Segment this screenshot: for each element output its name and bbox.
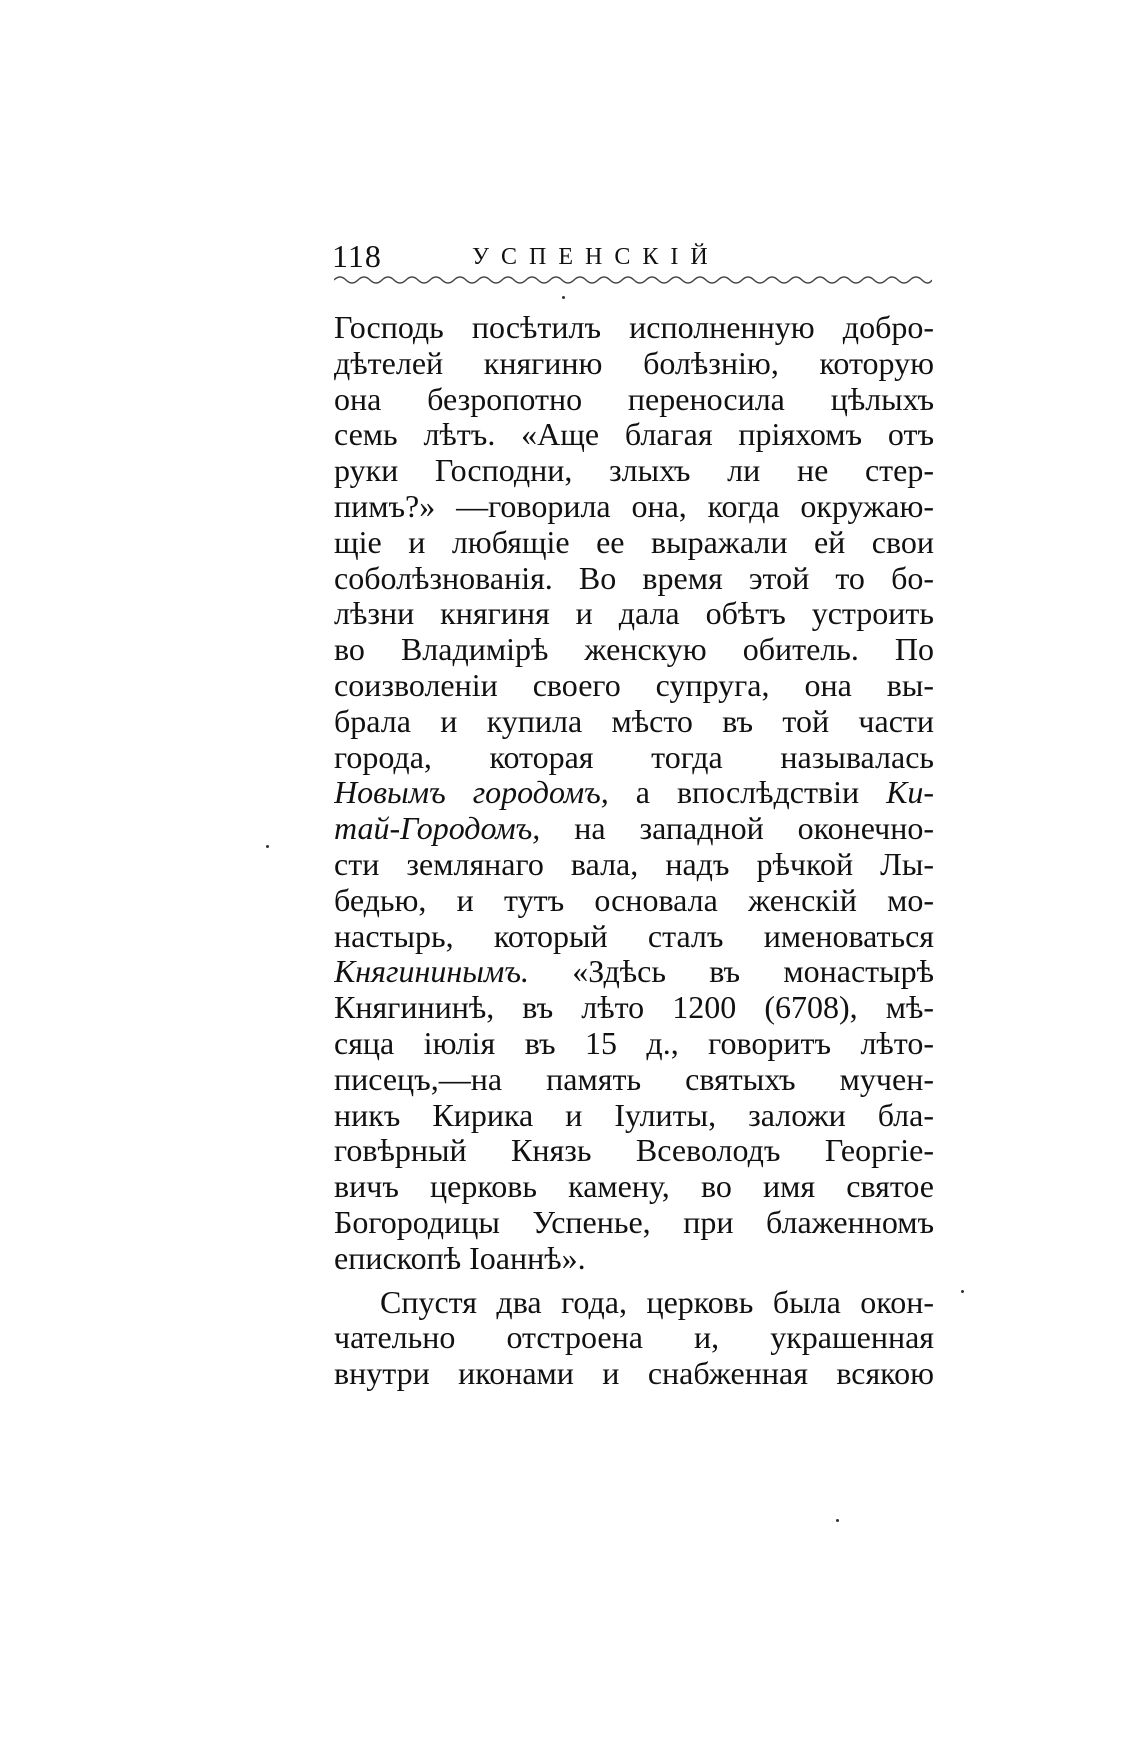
text-run: соизволеніи своего супруга, она вы- bbox=[334, 667, 934, 703]
text-run: Господь посѣтилъ исполненную добро- bbox=[334, 310, 934, 345]
text-run: внутри иконами и снабженная всякою bbox=[334, 1356, 934, 1392]
paragraph bbox=[334, 310, 934, 1277]
italic-text: Новымъ городомъ, bbox=[334, 775, 609, 811]
scan-speck bbox=[836, 1519, 839, 1522]
text-run: чательно отстроена и, украшенная bbox=[334, 1320, 934, 1356]
text-line bbox=[334, 632, 934, 668]
wavy-rule-ornament bbox=[334, 274, 932, 286]
text-line bbox=[334, 525, 934, 561]
italic-text: Княгининымъ. bbox=[334, 954, 529, 990]
text-run: Спустя два года, церковь была окон- bbox=[380, 1284, 934, 1320]
text-run: брала и купила мѣсто въ той части bbox=[334, 703, 934, 739]
text-run: вичъ церковь камену, во имя святое bbox=[334, 1169, 934, 1205]
text-run: Богородицы Успенье, при блаженномъ bbox=[334, 1204, 934, 1240]
text-run: руки Господни, злыхъ ли не стер- bbox=[334, 453, 934, 489]
text-run: семь лѣтъ. «Аще благая пріяхомъ отъ bbox=[334, 417, 934, 453]
text-line bbox=[334, 668, 934, 704]
text-run: а впослѣдствіи bbox=[608, 775, 887, 811]
text-run: щіе и любящіе ее выражали ей свои bbox=[334, 524, 934, 560]
text-run: настырь, который сталъ именоваться bbox=[334, 918, 934, 954]
text-run: Княгининѣ, въ лѣто 1200 (6708), мѣ- bbox=[334, 990, 934, 1026]
paragraph bbox=[334, 1285, 934, 1392]
text-run: епископѣ Іоаннѣ». bbox=[334, 1240, 586, 1276]
page-header bbox=[332, 236, 932, 276]
text-run: сти землянаго вала, надъ рѣчкой Лы- bbox=[334, 846, 934, 882]
scan-speck bbox=[961, 1290, 964, 1293]
italic-text: тай-Городомъ, bbox=[334, 811, 541, 847]
text-line bbox=[334, 417, 934, 453]
text-run: пимъ?» —говорила она, когда окружаю- bbox=[334, 488, 934, 524]
text-run: писецъ,—на память святыхъ мучен- bbox=[334, 1061, 934, 1097]
text-line bbox=[334, 811, 934, 847]
text-line bbox=[334, 1285, 934, 1321]
text-run: «Здѣсь въ монастырѣ bbox=[528, 954, 934, 990]
text-line bbox=[334, 489, 934, 525]
text-line bbox=[334, 704, 934, 740]
text-line bbox=[334, 1098, 934, 1134]
text-line bbox=[334, 596, 934, 632]
text-run: говѣрный Князь Всеволодъ Георгіе- bbox=[334, 1133, 934, 1169]
text-line bbox=[334, 919, 934, 955]
text-line bbox=[334, 1356, 934, 1392]
italic-text: Ки- bbox=[886, 775, 934, 811]
text-line bbox=[334, 1241, 934, 1277]
text-line bbox=[334, 310, 934, 346]
text-line bbox=[334, 1133, 934, 1169]
text-run: во Владимірѣ женскую обитель. По bbox=[334, 632, 934, 668]
text-run: сяца іюлія въ 15 д., говоритъ лѣто- bbox=[334, 1025, 934, 1061]
text-line bbox=[334, 1062, 934, 1098]
text-run: соболѣзнованія. Во время этой то бо- bbox=[334, 560, 934, 596]
text-line bbox=[334, 775, 934, 811]
text-line bbox=[334, 883, 934, 919]
scan-speck bbox=[562, 296, 565, 299]
text-run: она безропотно переносила цѣлыхъ bbox=[334, 381, 934, 417]
page-number: 118 bbox=[332, 238, 382, 274]
text-line bbox=[334, 453, 934, 489]
text-line bbox=[334, 740, 934, 776]
text-run: города, которая тогда называлась bbox=[334, 739, 934, 775]
text-run: никъ Кирика и Іулиты, заложи бла- bbox=[334, 1097, 934, 1133]
text-line bbox=[334, 1205, 934, 1241]
text-run: бедью, и тутъ основала женскій мо- bbox=[334, 882, 934, 918]
text-line bbox=[334, 382, 934, 418]
scan-speck bbox=[266, 845, 269, 848]
text-line bbox=[334, 1320, 934, 1356]
paragraph-gap bbox=[334, 1277, 934, 1285]
text-line bbox=[334, 346, 934, 382]
text-line bbox=[334, 1026, 934, 1062]
text-run: на западной оконечно- bbox=[540, 811, 934, 847]
text-line bbox=[334, 990, 934, 1026]
text-line bbox=[334, 1169, 934, 1205]
text-line bbox=[334, 954, 934, 990]
text-run: лѣзни княгиня и дала обѣтъ устроить bbox=[334, 596, 934, 632]
text-line bbox=[334, 847, 934, 883]
running-title: УСПЕНСКІЙ bbox=[472, 244, 720, 270]
text-run: дѣтелей княгиню болѣзнію, которую bbox=[334, 345, 934, 381]
text-line bbox=[334, 561, 934, 597]
body-text bbox=[334, 310, 934, 1392]
